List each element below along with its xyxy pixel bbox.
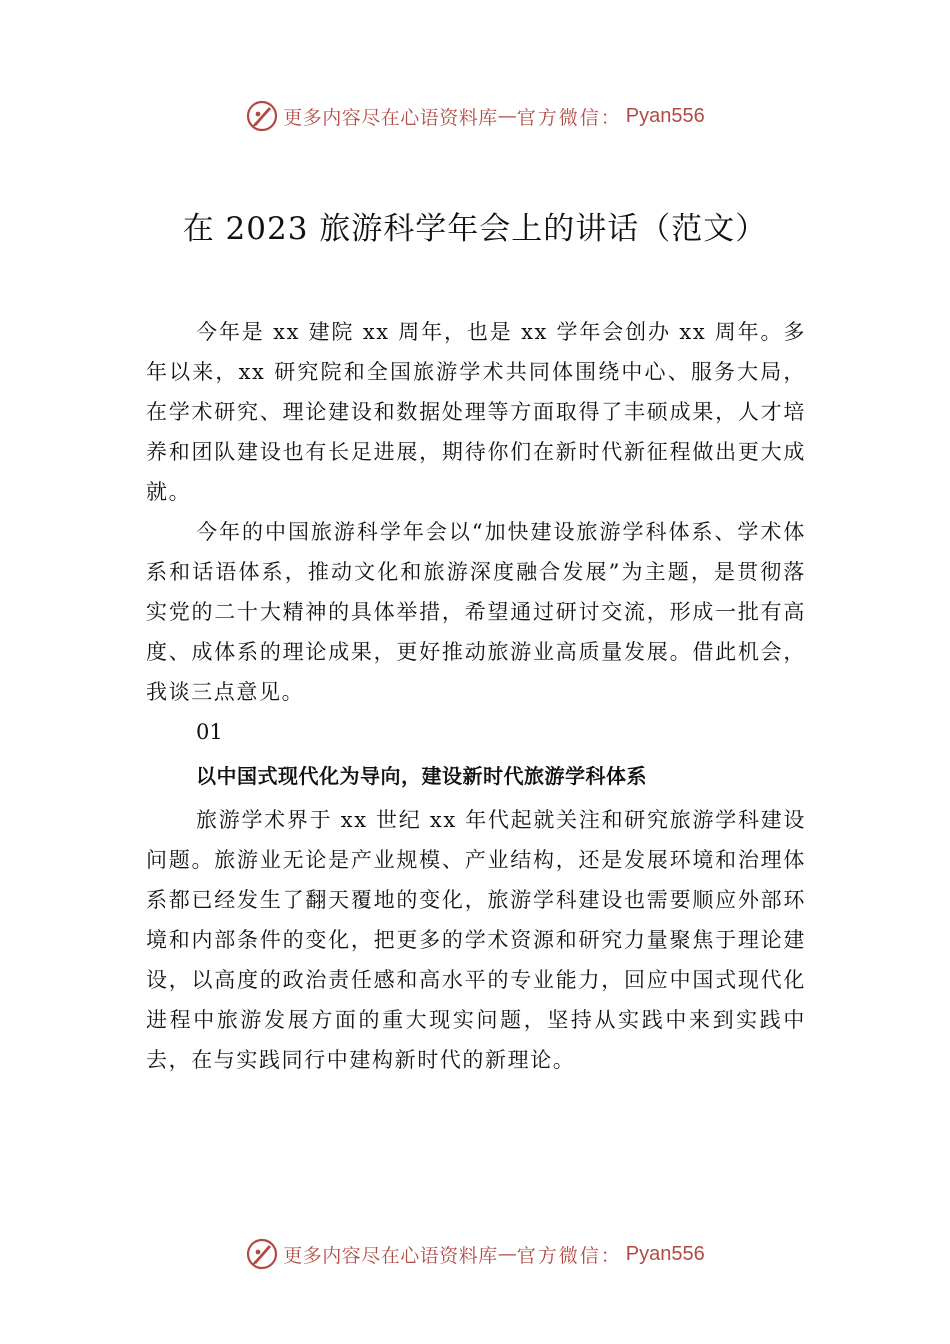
footer-banner [0, 1234, 950, 1274]
paragraph-2: 今年的中国旅游科学年会以“加快建设旅游学科体系、学术体系和话语体系，推动文化和旅游深度融合发展”为主题，是贯彻落实党的二十大精神的具体举措，希望通过研讨交流，形成一批有高度、成体系的理论成果，更好推动旅游业高质量发展。借此机会，我谈三点意见。 [146, 520, 806, 704]
section-paragraph: 旅游学术界于 xx 世纪 xx 年代起就关注和研究旅游学科建设问题。旅游业无论是产业规模、产业结构，还是发展环境和治理体系都已经发生了翻天覆地的变化，旅游学科建设也需要顺应外部环境和内部条件的变化，把更多的学术资源和研究力量聚焦于理论建设，以高度的政治责任感和高水平的专业能力，回应中国式现代化进程中旅游发展方面的重大现实问题，坚持从实践中来到实践中去，在与实践同行中建构新时代的新理论。 [146, 808, 806, 1072]
header-banner [0, 96, 950, 136]
section-number: 01 [196, 720, 223, 744]
quill-pen-logo-icon [245, 99, 279, 133]
document-title: 在 2023 旅游科学年会上的讲话（范文） [182, 211, 768, 247]
header-separator: — [497, 105, 517, 127]
footer-brand-text: 更多内容尽在心语资料库 [283, 1244, 498, 1267]
footer-separator: — [497, 1243, 517, 1265]
footer-wechat-label: 官方微信： [516, 1244, 622, 1267]
section-heading: 以中国式现代化为导向，建设新时代旅游学科体系 [196, 764, 647, 788]
header-wechat-label: 官方微信： [516, 106, 622, 129]
header-wechat-id: Pyan556 [625, 104, 705, 127]
footer-wechat-id: Pyan556 [625, 1242, 705, 1265]
paragraph-1: 今年是 xx 建院 xx 周年，也是 xx 学年会创办 xx 周年。多年以来，xx 研究院和全国旅游学术共同体围绕中心、服务大局，在学术研究、理论建设和数据处理等方面取得了丰硕成果，人才培养和团队建设也有长足进展，期待你们在新时代新征程做出更大成就。 [146, 320, 806, 504]
header-brand-text: 更多内容尽在心语资料库 [283, 106, 498, 129]
quill-pen-logo-icon [245, 1237, 279, 1271]
document-body [146, 312, 806, 1080]
